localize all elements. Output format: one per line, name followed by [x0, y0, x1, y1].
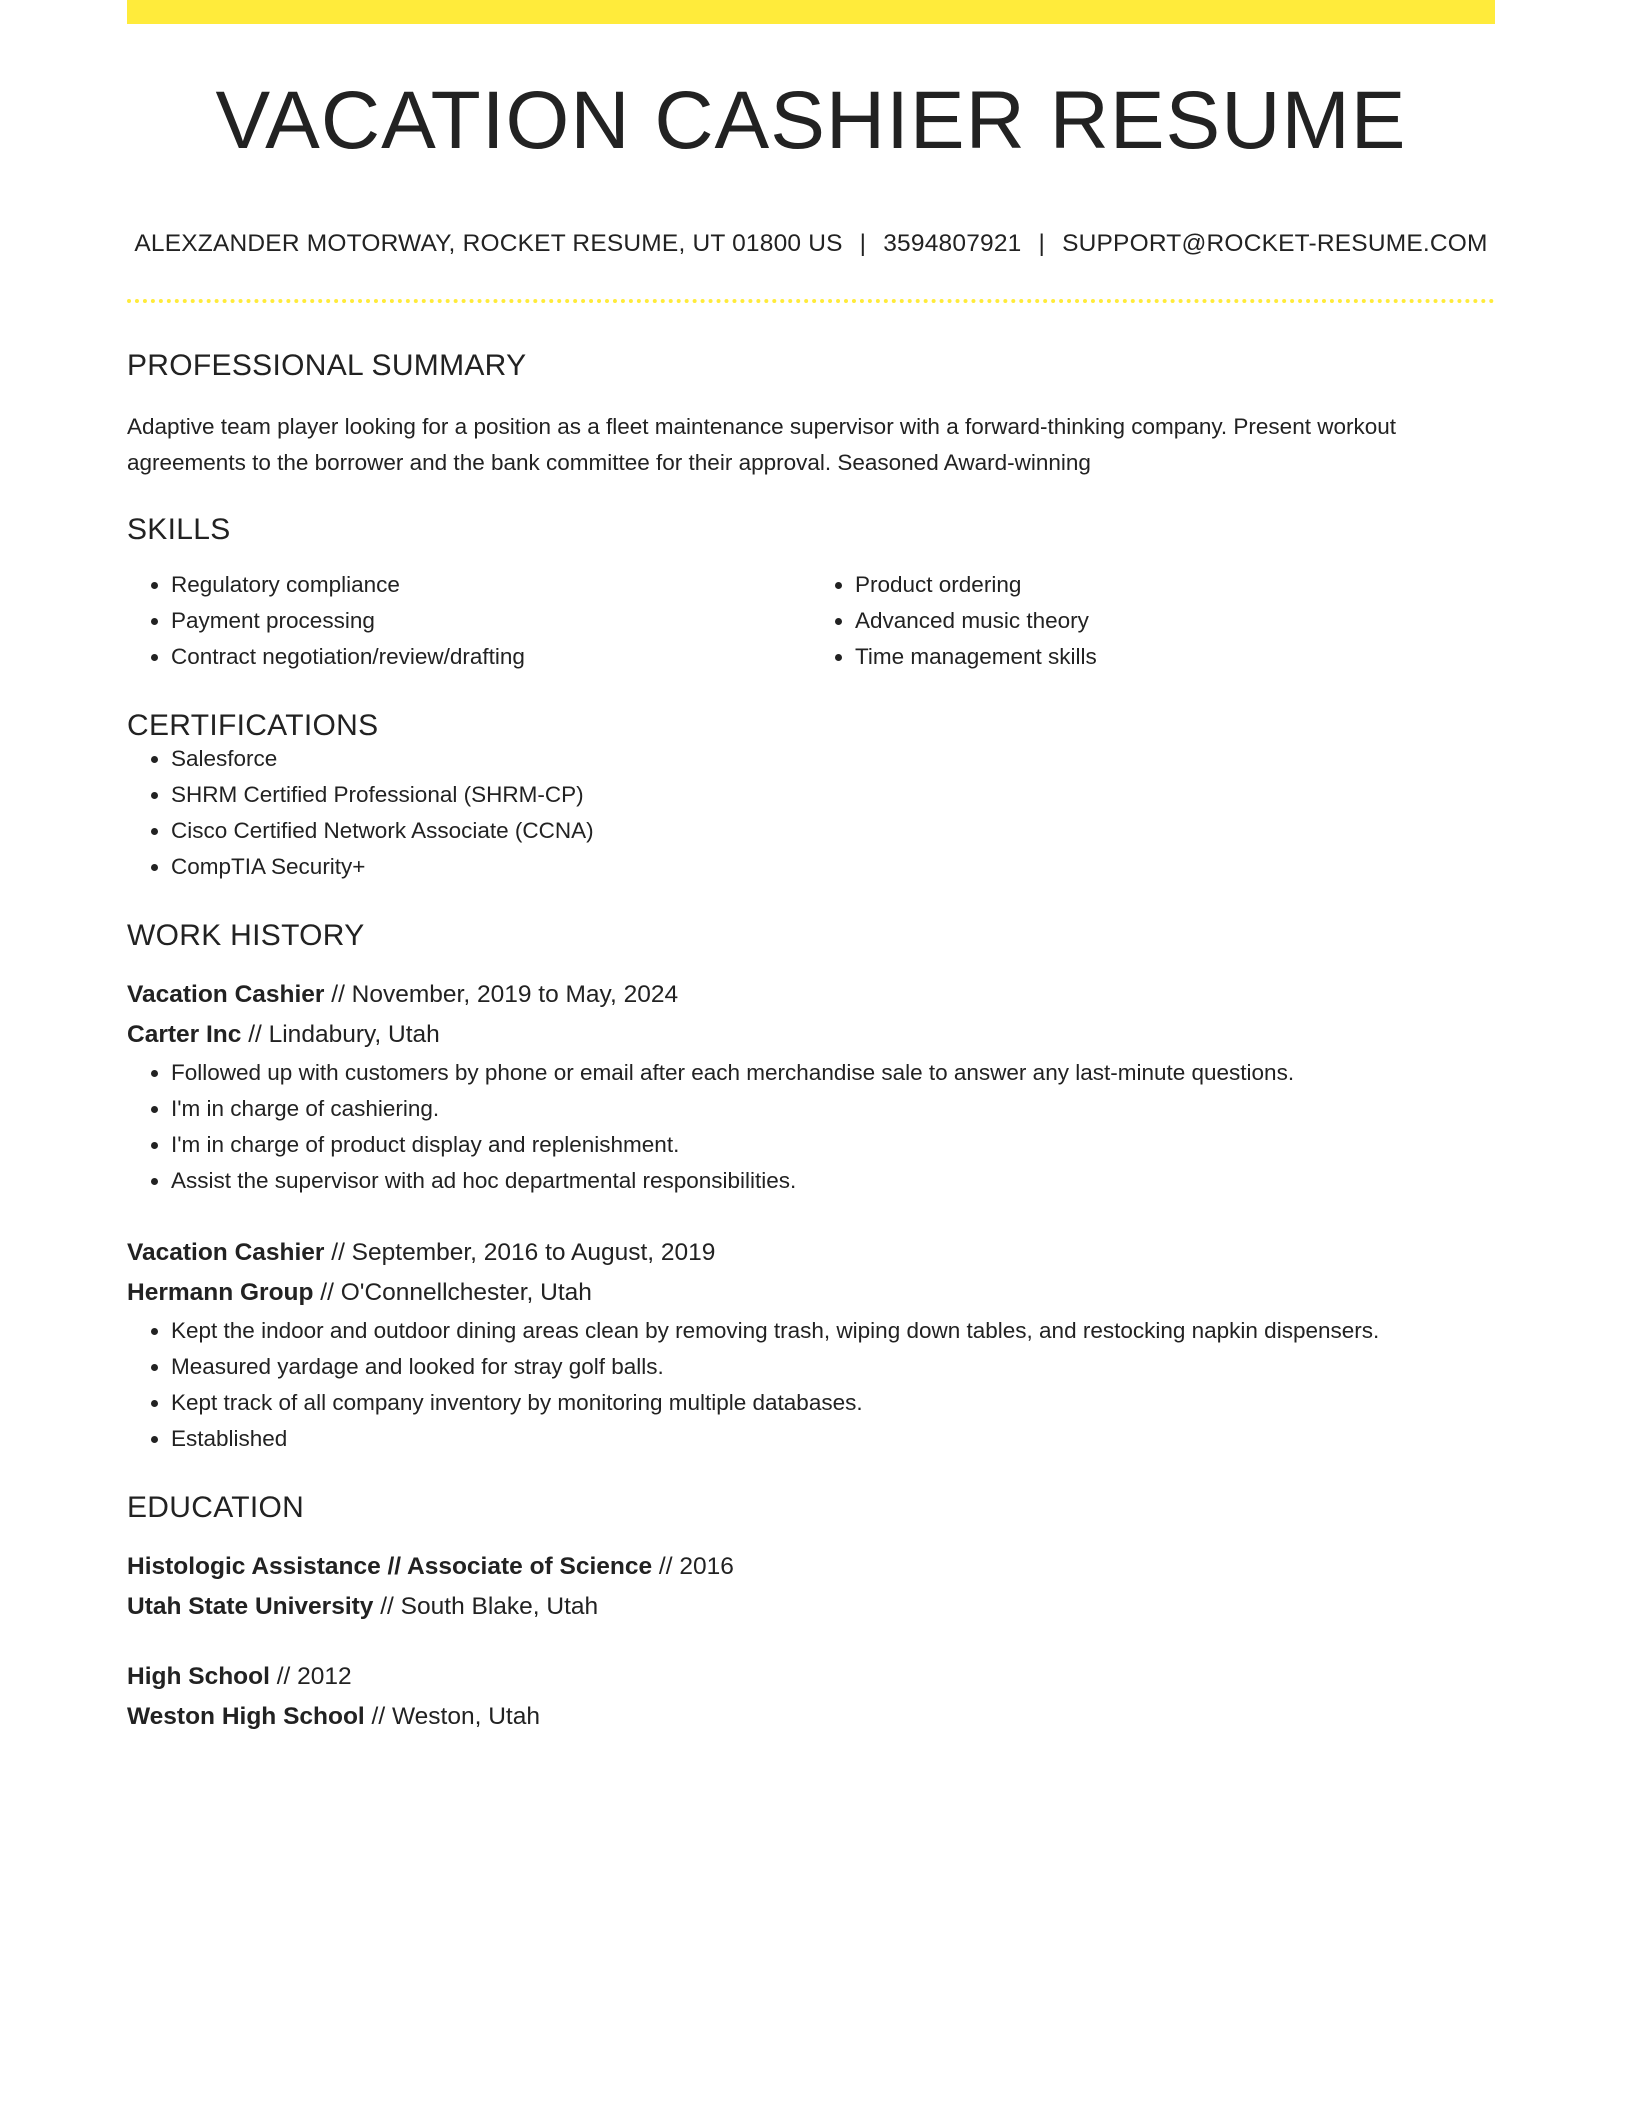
certification-item: • CompTIA Security+	[171, 849, 1495, 885]
job-duty: • I'm in charge of product display and replenishment.	[171, 1127, 1495, 1163]
contact-address: ALEXZANDER MOTORWAY, ROCKET RESUME, UT 01800 US	[134, 230, 843, 257]
skills-left-list	[127, 567, 811, 675]
contact-line	[127, 232, 1495, 257]
skill-item: • Contract negotiation/review/drafting	[171, 639, 811, 675]
certification-item: • Salesforce	[171, 741, 1495, 777]
skill-item: • Product ordering	[855, 567, 1495, 603]
education-degree: High School	[127, 1662, 270, 1690]
resume-page	[127, 0, 1495, 1737]
job-title: Vacation Cashier	[127, 1238, 325, 1266]
education-year: // 2016	[652, 1552, 734, 1580]
dotted-divider	[127, 299, 1495, 303]
job-title: Vacation Cashier	[127, 980, 325, 1008]
job-duty: • Followed up with customers by phone or email after each merchandise sale to answer any last-minute questions.	[171, 1055, 1495, 1091]
education-heading: EDUCATION	[127, 1490, 305, 1524]
job-dates: // September, 2016 to August, 2019	[324, 1238, 716, 1266]
job-company-line	[127, 1273, 1495, 1313]
education-degree-line	[127, 1657, 1495, 1697]
certifications-list	[127, 741, 1495, 885]
job-title-line	[127, 1233, 1495, 1273]
certifications-heading: CERTIFICATIONS	[127, 708, 379, 742]
contact-email: SUPPORT@ROCKET-RESUME.COM	[1062, 230, 1488, 257]
summary-heading: PROFESSIONAL SUMMARY	[127, 348, 527, 382]
job-title-line	[127, 975, 1495, 1015]
certification-item: • SHRM Certified Professional (SHRM-CP)	[171, 777, 1495, 813]
resume-title: VACATION CASHIER RESUME	[215, 75, 1407, 166]
contact-separator: |	[859, 230, 867, 257]
top-accent-bar	[127, 0, 1495, 24]
job-duty: • I'm in charge of cashiering.	[171, 1091, 1495, 1127]
job-duty: • Kept the indoor and outdoor dining areas clean by removing trash, wiping down tables, and restocking napkin dispensers.	[171, 1313, 1495, 1349]
job-duties-list	[127, 1313, 1495, 1457]
job-duties-list	[127, 1055, 1495, 1199]
job-company-line	[127, 1015, 1495, 1055]
skills-columns	[127, 567, 1495, 675]
education-year: // 2012	[269, 1662, 352, 1690]
skill-item: • Regulatory compliance	[171, 567, 811, 603]
certification-item: • Cisco Certified Network Associate (CCNA)	[171, 813, 1495, 849]
skill-item: • Payment processing	[171, 603, 811, 639]
skills-heading: SKILLS	[127, 512, 231, 546]
job-duty: • Measured yardage and looked for stray golf balls.	[171, 1349, 1495, 1385]
education-location: // Weston, Utah	[364, 1702, 540, 1730]
skills-right-list	[811, 567, 1495, 675]
education-school-line	[127, 1587, 1495, 1627]
job-company: Hermann Group	[127, 1278, 314, 1306]
job-duty: • Kept track of all company inventory by monitoring multiple databases.	[171, 1385, 1495, 1421]
job-dates: // November, 2019 to May, 2024	[324, 980, 679, 1008]
job-duty: • Assist the supervisor with ad hoc departmental responsibilities.	[171, 1163, 1495, 1199]
education-school: Utah State University	[127, 1592, 374, 1620]
job-location: // Lindabury, Utah	[241, 1020, 440, 1048]
education-school: Weston High School	[127, 1702, 365, 1730]
contact-phone: 3594807921	[883, 230, 1022, 257]
job-location: // O'Connellchester, Utah	[313, 1278, 592, 1306]
job-duty: • Established	[171, 1421, 1495, 1457]
work-history-heading: WORK HISTORY	[127, 918, 365, 952]
education-degree-line	[127, 1547, 1495, 1587]
education-degree: Histologic Assistance // Associate of Science	[127, 1552, 653, 1580]
skill-item: • Time management skills	[855, 639, 1495, 675]
job-company: Carter Inc	[127, 1020, 242, 1048]
education-location: // South Blake, Utah	[373, 1592, 599, 1620]
education-school-line	[127, 1697, 1495, 1737]
summary-text: Adaptive team player looking for a position as a fleet maintenance supervisor with a forward-thinking company. Present workout agreements to the borrower and the bank committee for their approval. Seasoned Award-winning	[127, 413, 1396, 475]
skill-item: • Advanced music theory	[855, 603, 1495, 639]
contact-separator: |	[1038, 230, 1046, 257]
